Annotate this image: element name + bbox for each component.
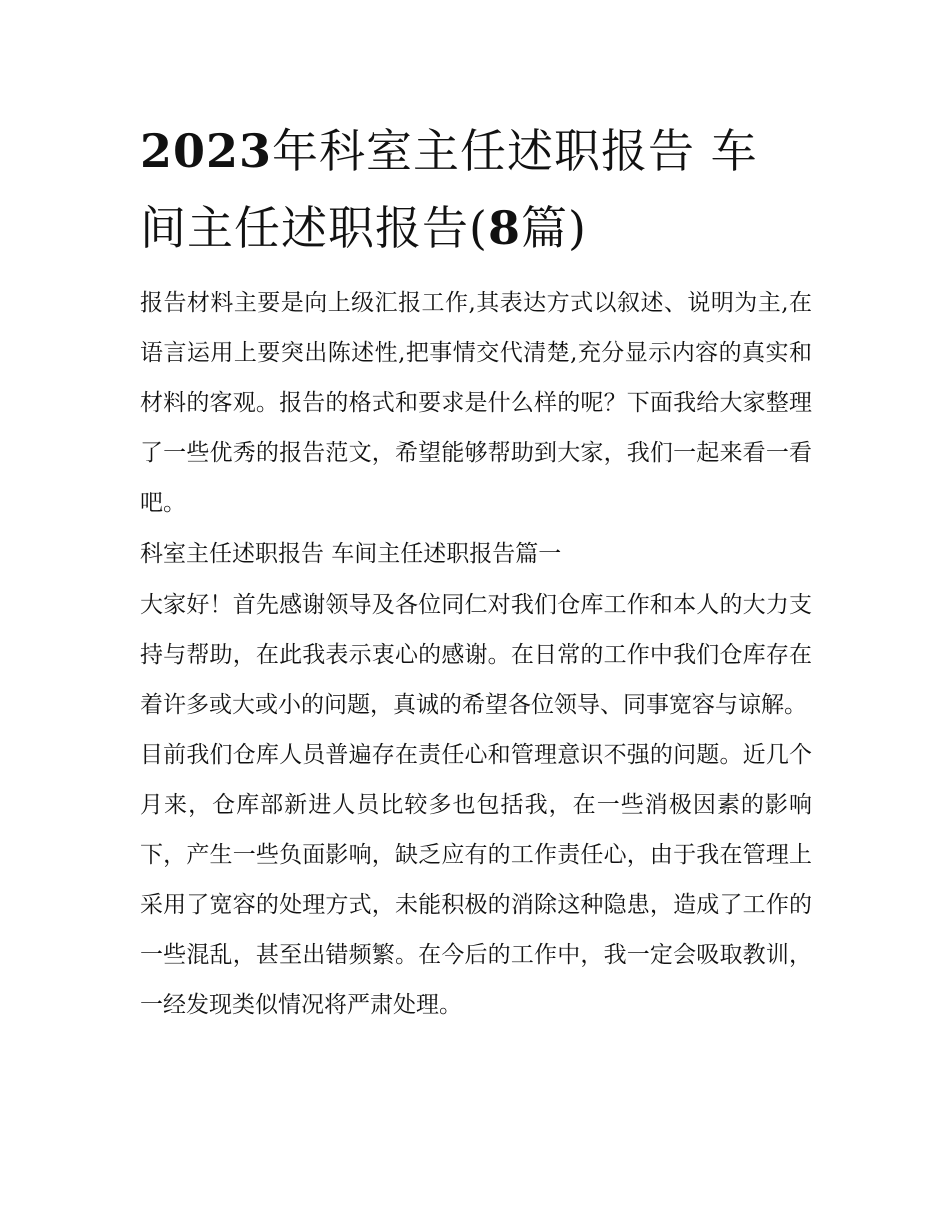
document-title xyxy=(140,113,815,267)
intro-paragraph: 报告材料主要是向上级汇报工作,其表达方式以叙述、说明为主,在语言运用上要突出陈述性,把事情交代清楚,充分显示内容的真实和材料的客观。报告的格式和要求是什么样的呢？下面我给大家整理了一些优秀的报告范文，希望能够帮助到大家，我们一起来看一看吧。 xyxy=(140,290,812,516)
title-year: 2023 xyxy=(140,124,273,178)
greeting-paragraph: 大家好！首先感谢领导及各位同仁对我们仓库工作和本人的大力支持与帮助，在此我表示衷心的感谢。在日常的工作中我们仓库存在着许多或大或小的问题，真诚的希望各位领导、同事宽容与谅解。 xyxy=(140,592,812,718)
title-line2-end: 篇) xyxy=(520,201,587,255)
problem-paragraph: 目前我们仓库人员普遍存在责任心和管理意识不强的问题。近几个月来，仓库部新进人员比较多也包括我，在一些消极因素的影响下，产生一些负面影响，缺乏应有的工作责任心，由于我在管理上采用了宽容的处理方式，未能积极的消除这种隐患，造成了工作的一些混乱，甚至出错频繁。在今后的工作中，我一定会吸取教训，一经发现类似情况将严肃处理。 xyxy=(140,742,812,1018)
title-line2-text: 间主任述职报告( xyxy=(140,201,488,255)
section-heading: 科室主任述职报告 车间主任述职报告篇一 xyxy=(140,541,562,567)
title-line1-text: 年科室主任述职报告 车 xyxy=(272,124,758,178)
document-body xyxy=(140,278,812,1030)
title-count: 8 xyxy=(487,201,521,255)
